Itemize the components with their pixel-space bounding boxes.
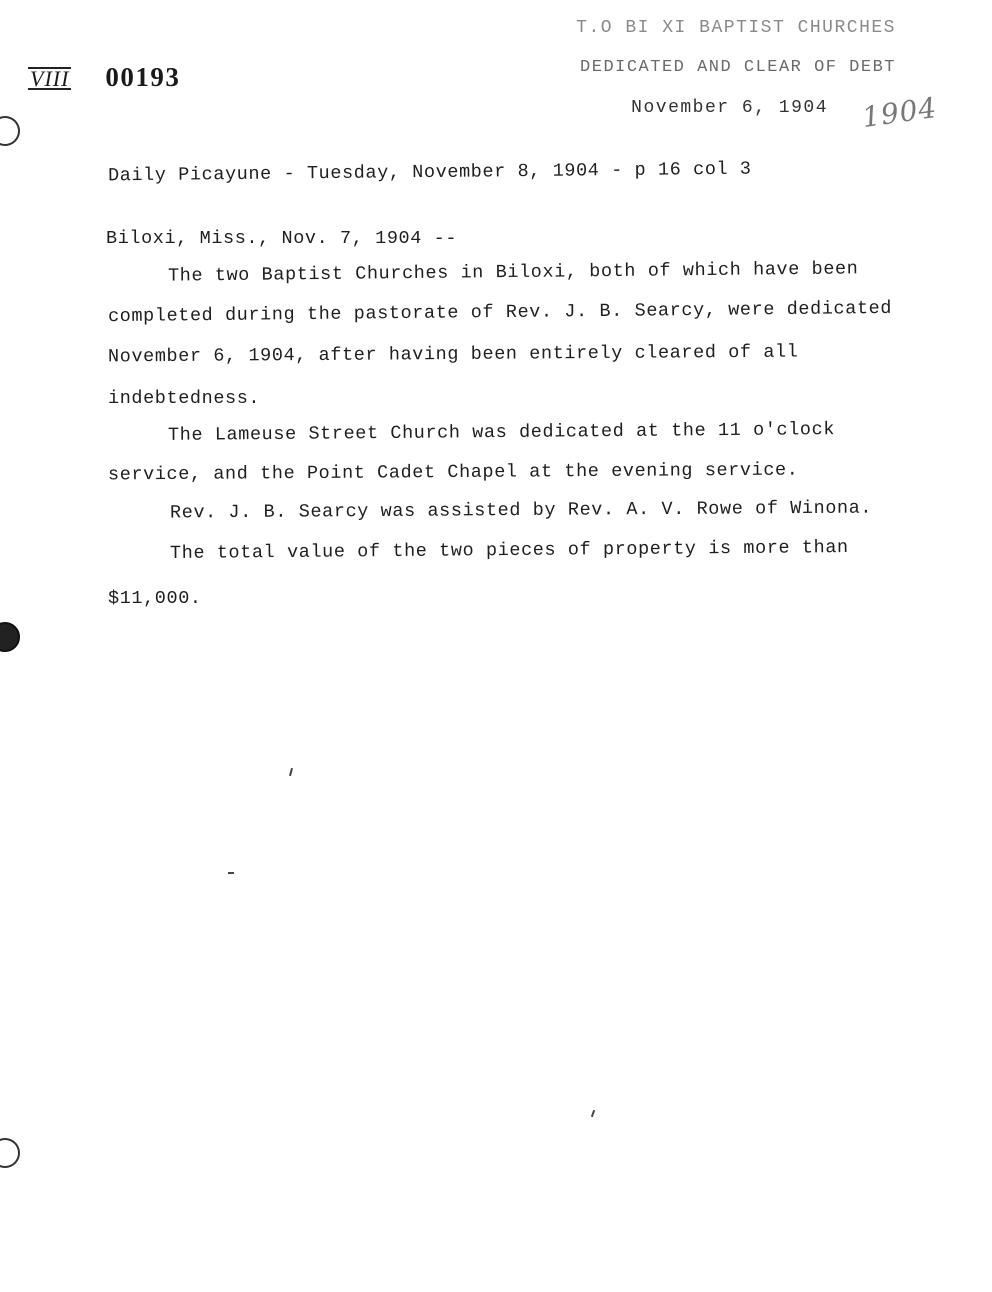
header-date: November 6, 1904 [631,98,828,118]
body-line: Rev. J. B. Searcy was assisted by Rev. A. V. Rowe of Winona. [169,497,873,524]
punch-hole-bottom [0,1138,20,1168]
stray-mark [591,1110,595,1117]
body-line: The two Baptist Churches in Biloxi, both of which have been [167,258,859,287]
archive-stamp [28,62,180,93]
stray-mark [228,872,234,874]
source-citation: Daily Picayune - Tuesday, November 8, 1904 - p 16 col 3 [107,158,752,187]
stamp-number: 00193 [105,62,181,92]
stray-mark [289,768,293,776]
body-line: The total value of the two pieces of property is more than [169,537,849,564]
punch-hole-middle [0,622,20,652]
stamp-roman-numeral: VIII [30,66,70,91]
document-header [536,12,896,132]
header-title: T.O BI XI BAPTIST CHURCHES [576,18,896,38]
body-line: completed during the pastorate of Rev. J. B. Searcy, were dedicated [107,297,893,328]
body-line: The Lameuse Street Church was dedicated at the 11 o'clock [167,419,836,446]
header-subtitle: DEDICATED AND CLEAR OF DEBT [580,58,896,77]
body-line: service, and the Point Cadet Chapel at the evening service. [107,459,799,486]
handwritten-year: 1904 [860,90,940,135]
body-line: indebtedness. [108,388,261,409]
punch-hole-top [0,116,20,146]
body-line: November 6, 1904, after having been entirely cleared of all [107,341,799,368]
dateline: Biloxi, Miss., Nov. 7, 1904 -- [106,228,458,249]
body-line: $11,000. [108,588,202,609]
